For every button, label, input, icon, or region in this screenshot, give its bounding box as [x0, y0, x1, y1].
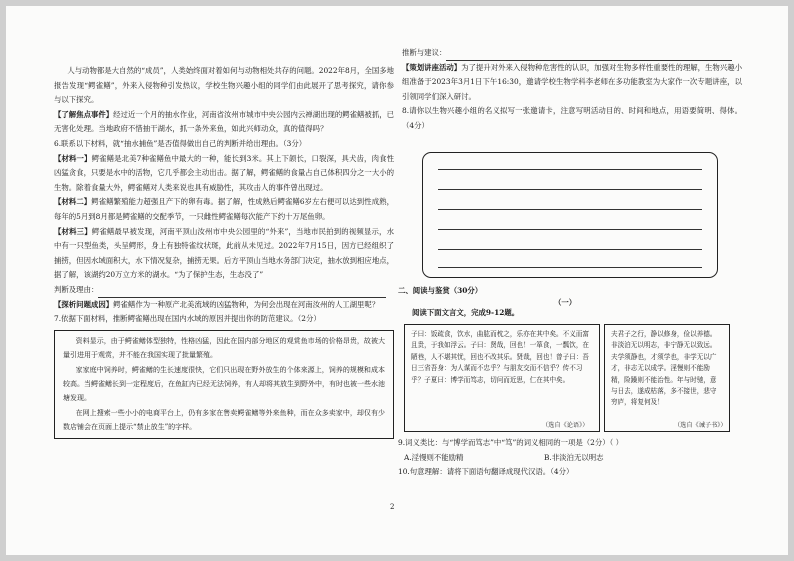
lunyu-source: （选自《论语》） [542, 422, 589, 429]
judge-answer-line[interactable] [98, 287, 386, 298]
material-1-tag: 【材料一】 [54, 153, 92, 163]
event-tag: 【了解焦点事件】 [54, 109, 114, 119]
analyze-text: 鳄雀鳝作为一种原产北美流域的凶猛物种，为何会出现在河南汝州的人工湖里呢？ [113, 299, 380, 309]
material-2 [54, 195, 394, 224]
material-3 [54, 225, 394, 283]
intro-paragraph: 人与动物都是大自然的“成员”，人类始终面对着如何与动物相处共存的问题。2022年8月，全国多地报告发现“鳄雀鳝”，外来入侵物种引发热议，学校生物兴趣小组的同学们由此展开了思考探究，请你参与以下探究。 [54, 66, 395, 105]
question-7: 7.依据下面材料，推断鳄雀鳝出现在国内水域的原因并提出你的防范建议。（2分） [54, 314, 321, 324]
judge-line [54, 283, 394, 298]
jiezishu-text-box [604, 324, 730, 432]
question-9-options [398, 451, 738, 466]
lecture-paragraph [402, 61, 742, 105]
jiezishu-source: （选自《诫子书》） [674, 422, 727, 429]
reading-instruction [412, 306, 712, 321]
section-2-header [398, 284, 738, 307]
material-1 [54, 152, 394, 196]
question-9: 9.词义类比：与“博学而笃志”中“笃”的词义相同的一项是（2分）（ ） [398, 438, 624, 447]
judge-label: 判断及理由： [54, 284, 99, 294]
lecture-tag: 【策划讲座活动】 [402, 62, 462, 72]
invitation-line[interactable] [438, 229, 702, 230]
lecture-text: 为了提升对外来入侵物种危害性的认识，加强对生物多样性重要性的理解，生物兴趣小组准备于2023年3月1日下午16:30，邀请学校生物学科李老师在多功能教室为大家作一次专题讲座，以引领同学们深入研讨。 [402, 62, 742, 101]
material-box [54, 330, 394, 439]
material-2-text: 鳄雀鳝繁殖能力超强且产下的卵有毒。据了解，性成熟后鳄雀鳝6岁左右便可以达到性成熟，每年的5月到8月都是鳄雀鳝的交配季节，一只雌性鳄雀鳝每次能产下约十万尾鱼卵。 [54, 197, 394, 221]
invitation-line[interactable] [438, 249, 702, 250]
advice-label: 推断与建议： [402, 48, 447, 57]
jiezishu-text: 夫君子之行，静以修身，俭以养德。非淡泊无以明志，非宁静无以致远。夫学须静也，才须学也，非学无以广才，非志无以成学。淫慢则不能励精，险躁则不能治性。年与时驰，意与日去，遂成枯落，多不接世，悲守穷庐，将复何及！ [611, 330, 717, 407]
box-paragraph-3: 在网上搜索一些小小的电商平台上，仍有多家在售卖鳄雀鳝等外来鱼种，而在众多卖家中，却仅有少数店铺会在页面上提示“禁止放生”的字样。 [63, 408, 385, 432]
advice-line [402, 46, 742, 61]
invitation-line[interactable] [438, 209, 702, 210]
event-paragraph [54, 108, 394, 137]
question-8: 8.请你以生物兴趣小组的名义拟写一张邀请卡，注意写明活动目的、时间和地点，用语要简明、得体。（4分） [402, 106, 742, 130]
material-3-tag: 【材料三】 [54, 226, 92, 236]
lunyu-text-box [404, 324, 600, 432]
invitation-line[interactable] [438, 189, 702, 190]
advice-answer-line[interactable] [446, 50, 732, 61]
right-column [402, 46, 742, 134]
analyze-paragraph [54, 298, 394, 313]
lunyu-text: 子曰：饭疏食，饮水，曲肱而枕之，乐亦在其中矣。不义而富且贵，于我如浮云。子曰：贤哉，回也！一箪食，一瓢饮，在陋巷，人不堪其忧，回也不改其乐。贤哉，回也！曾子曰：吾日三省吾身：为人谋而不忠乎？与朋友交而不信乎？传不习乎？子夏曰：博学而笃志，切问而近思，仁在其中矣。 [411, 330, 590, 384]
material-2-tag: 【材料二】 [54, 197, 92, 207]
event-text: 经过近一个月的抽水作业，河南省汝州市城市中央公园内云禅湖出现的鳄雀鳝被抓，已无害化处理。当地政府不惜抽干湖水，抓一条外来鱼，如此兴师动众，真的值得吗？ [54, 109, 394, 134]
box-paragraph-1: 资料显示，由于鳄雀鳝体型独特，性格凶猛，因此在国内部分地区的观赏鱼市场的价格昂贵，故被大量引进用于观赏，并不能在我国实现了批量繁殖。 [63, 336, 385, 360]
exam-page [6, 6, 788, 555]
questions-9-10 [398, 436, 738, 480]
subsection-1: （一） [554, 298, 577, 307]
box-paragraph-2: 家家庭中饲养时，鳄雀鳝的生长速度很快，它们只出现在野外放生的个体来源上，饲养的规模和成本较高。当鳄雀鳝长到一定程度后，在鱼缸内已经无法饲养，有人却将其放生到野外中，有时也被一些水池塘发现。 [63, 365, 385, 403]
material-3-text: 鳄雀鳝最早被发现，河南平顶山汝州市中央公园里的“外来”，当地市民拍到的视频显示，水中有一只型鱼类，头呈鳄形，身上有独特雀纹状斑，此前从未见过。2022年7月15日，因方已经组织了捕捞，但因水域面积大，水下情况复杂，捕捞无果。后方平顶山当地水务部门决定，抽水放到相应地点，据了解，该湖约20万立方米的湖水。“为了保护生态，生态没了” [54, 226, 394, 280]
option-a[interactable]: A.淫慢则不能励精 [404, 452, 464, 462]
question-10: 10.句意理解：请将下面语句翻译成现代汉语。（4分） [398, 467, 574, 477]
left-column [54, 64, 394, 439]
invitation-card-frame [422, 152, 718, 278]
invitation-line[interactable] [438, 267, 702, 268]
option-b[interactable]: B.非淡泊无以明志 [544, 452, 604, 462]
question-6: 6.联系以下材料，就“抽水捕鱼”是否值得做出自己的判断并给出理由。（3分） [54, 138, 307, 148]
page-number: 2 [390, 503, 395, 511]
reading-instruction-text: 阅读下面文言文，完成9-12题。 [412, 308, 520, 317]
material-1-text: 鳄雀鳝是北美7种雀鳝鱼中最大的一种，能长到3米。其上下颌长，口裂深，具犬齿，肉食性凶猛贪食，只要是水中的活物，它几乎都会主动出击。据了解，鳄雀鳝的食量占自己体积四分之一大小的生物。除着食量大外，鳄雀鳝对人类来说也具有威胁性，其攻击人的事件曾出现过。 [54, 153, 394, 192]
section-2-title: 二、阅读与鉴赏（30分） [398, 286, 483, 295]
invitation-line[interactable] [438, 169, 702, 170]
analyze-tag: 【探析问题成因】 [54, 299, 114, 309]
